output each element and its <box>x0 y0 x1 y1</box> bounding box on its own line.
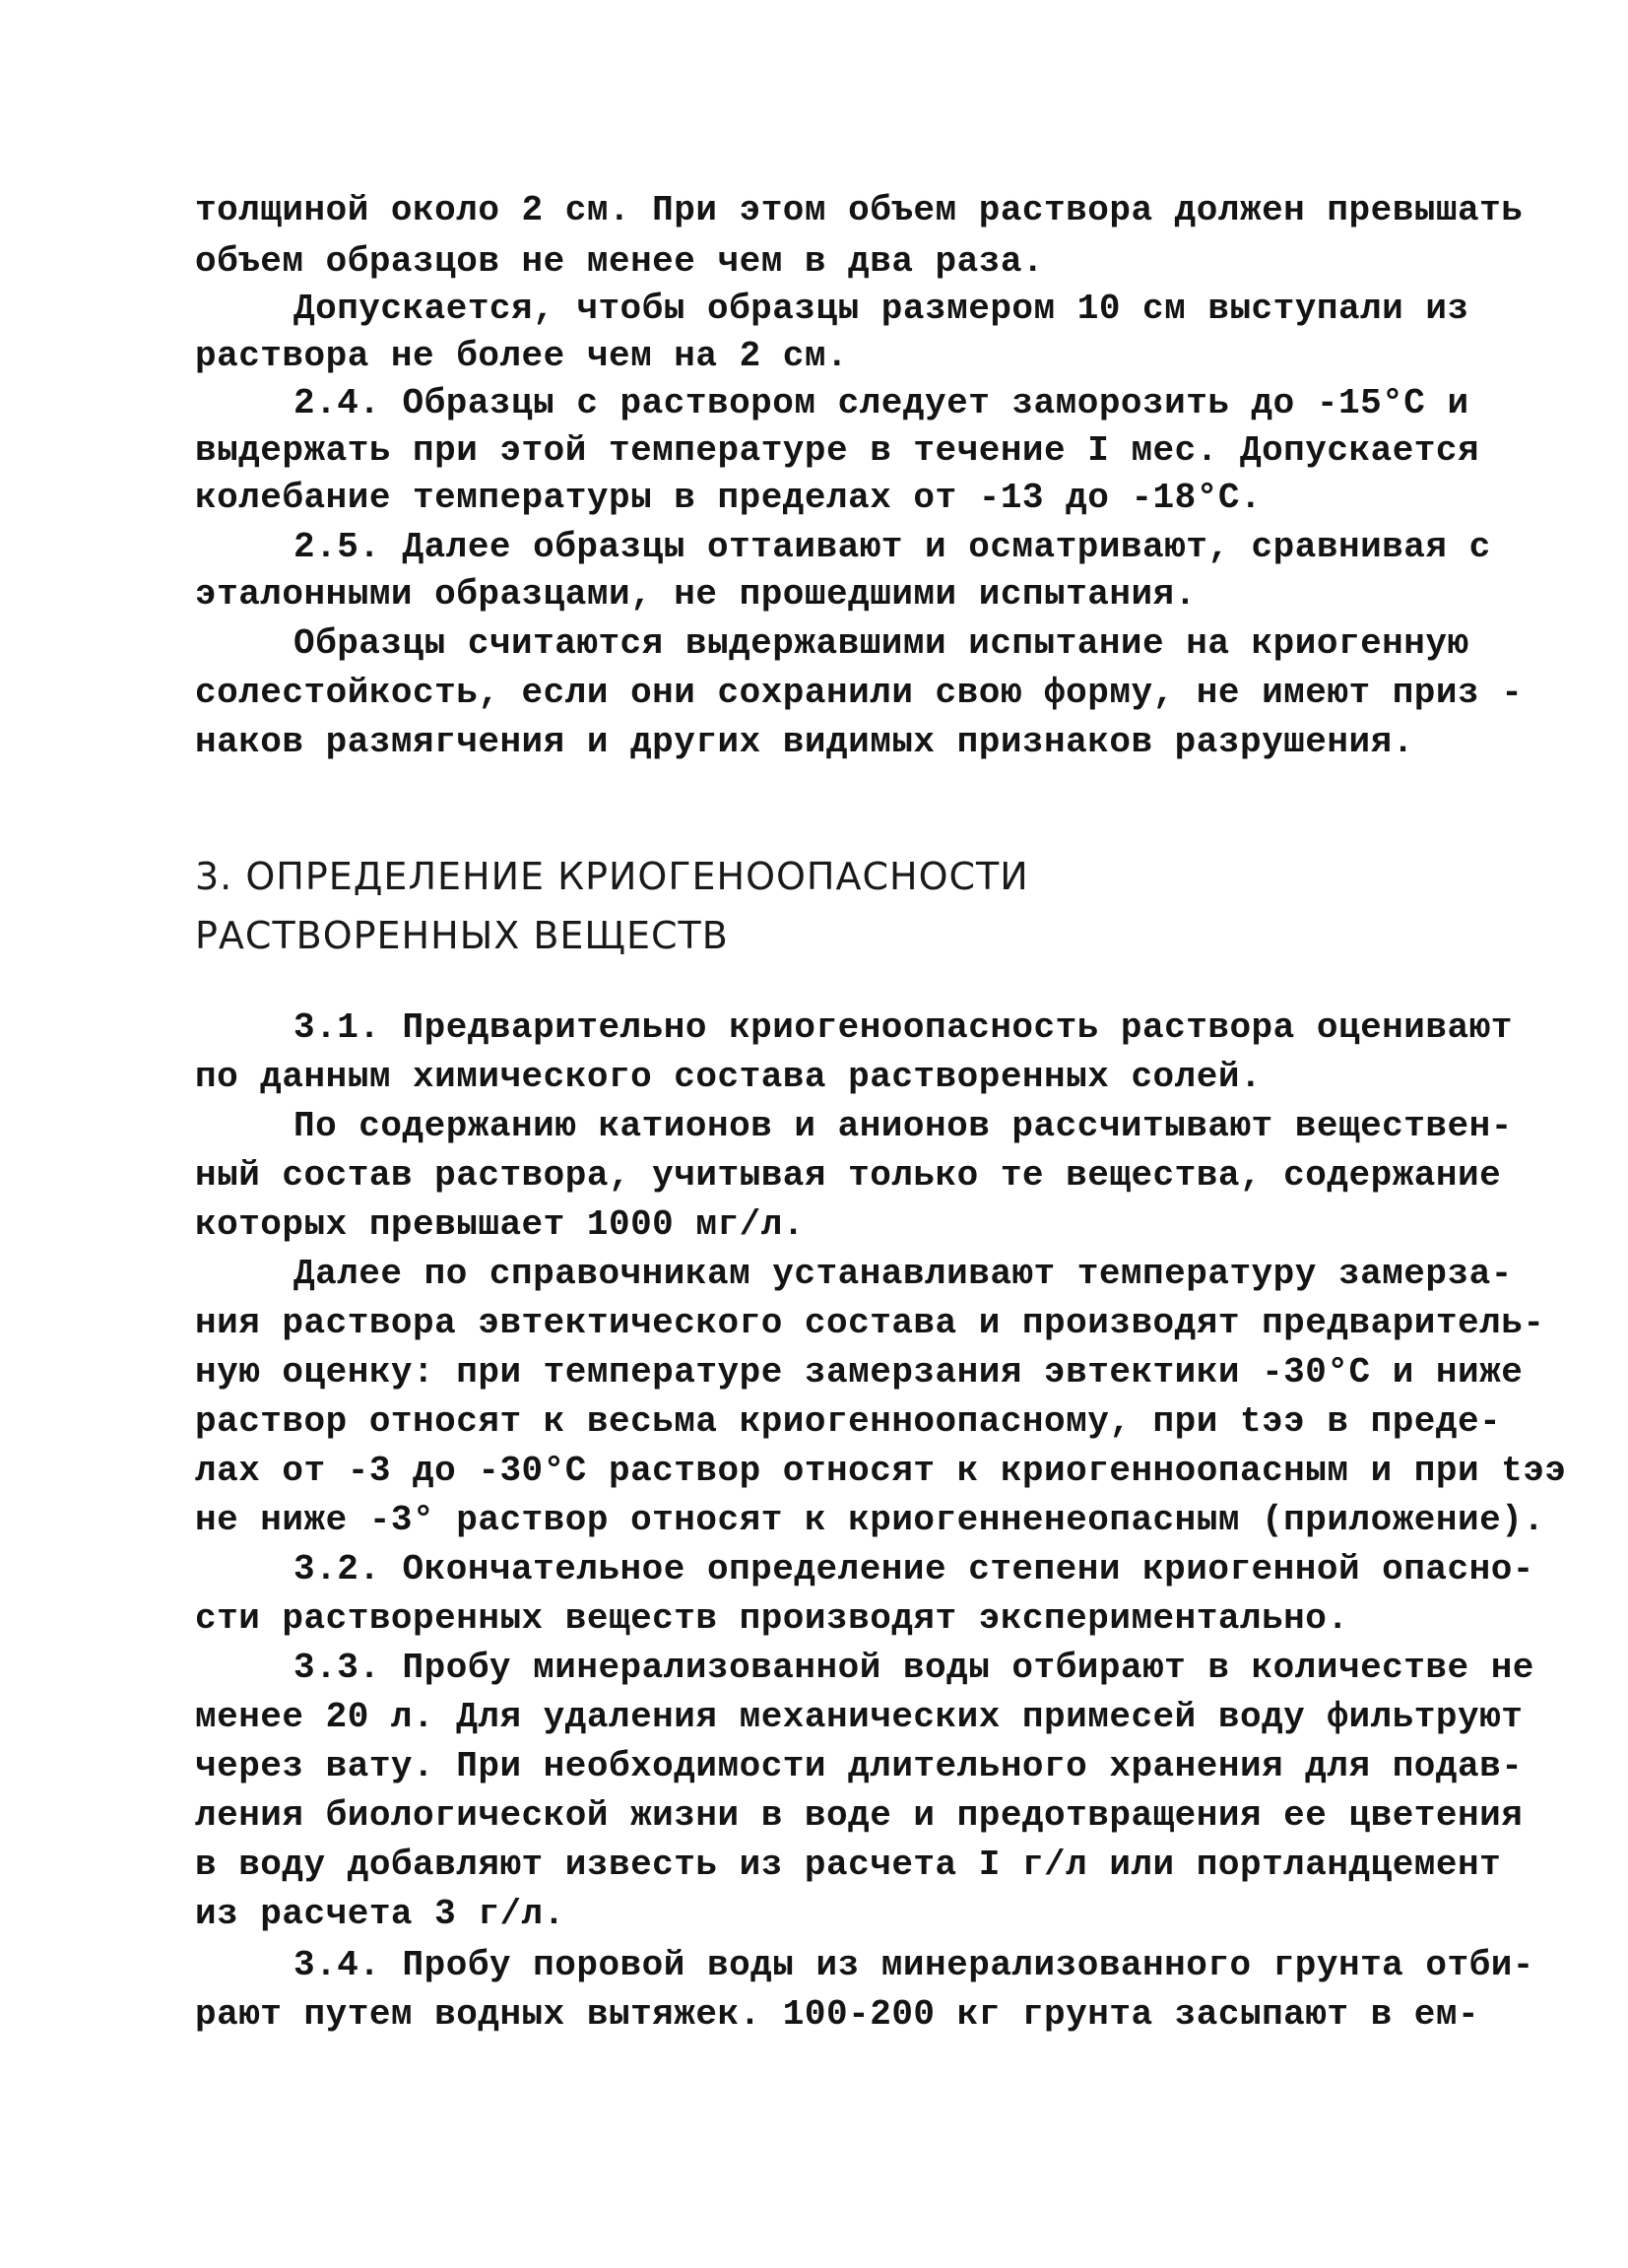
text-line: через вату. При необходимости длительного хранения для подав- <box>195 1746 1524 1786</box>
text-line: 2.4. Образцы с раствором следует заморозить до -15°С и <box>293 383 1469 423</box>
text-line: по данным химического состава растворенных солей. <box>195 1057 1263 1097</box>
text-line: в воду добавляют известь из расчета I г/л или портландцемент <box>195 1845 1502 1885</box>
text-line: толщиной около 2 см. При этом объем раствора должен превышать <box>195 190 1524 230</box>
text-line: раствор относят к весьма криогенноопасному, при tээ в преде- <box>195 1401 1502 1442</box>
text-line: не ниже -3° раствор относят к криогенненеопасным (приложение). <box>195 1500 1545 1540</box>
text-line: которых превышает 1000 мг/л. <box>195 1204 805 1245</box>
text-line: из расчета 3 г/л. <box>195 1894 565 1934</box>
text-line: колебание температуры в пределах от -13 до -18°С. <box>195 478 1263 518</box>
text-line: По содержанию катионов и анионов рассчитывают веществен- <box>293 1106 1513 1146</box>
text-line: Далее по справочникам устанавливают температуру замерза- <box>293 1254 1513 1294</box>
text-line: 3.2. Окончательное определение степени криогенной опасно- <box>293 1549 1534 1589</box>
text-line: менее 20 л. Для удаления механических примесей воду фильтруют <box>195 1697 1524 1737</box>
text-line: Допускается, чтобы образцы размером 10 см выступали из <box>293 289 1469 329</box>
text-line: ния раствора эвтектического состава и производят предваритель- <box>195 1303 1545 1343</box>
text-line: 3.3. Пробу минерализованной воды отбирают в количестве не <box>293 1648 1534 1688</box>
text-line: солестойкость, если они сохранили свою форму, не имеют приз - <box>195 673 1524 713</box>
text-line: рают путем водных вытяжек. 100-200 кг грунта засыпают в ем- <box>195 1994 1480 2035</box>
text-line: выдержать при этой температуре в течение I мес. Допускается <box>195 430 1480 471</box>
text-line: раствора не более чем на 2 см. <box>195 336 849 376</box>
section-heading-line-2: РАСТВОРЕННЫХ ВЕЩЕСТВ <box>195 914 729 957</box>
text-line: 3.1. Предварительно криогеноопасность раствора оценивают <box>293 1007 1513 1048</box>
text-line: ный состав раствора, учитывая только те вещества, содержание <box>195 1155 1502 1196</box>
text-line: сти растворенных веществ производят экспериментально. <box>195 1598 1349 1639</box>
text-line: эталонными образцами, не прошедшими испытания. <box>195 574 1197 615</box>
text-line: 3.4. Пробу поровой воды из минерализованного грунта отби- <box>293 1945 1534 1985</box>
section-heading-line-1: 3. ОПРЕДЕЛЕНИЕ КРИОГЕНООПАСНОСТИ <box>195 855 1029 898</box>
text-line: объем образцов не менее чем в два раза. <box>195 241 1045 282</box>
text-line: лах от -3 до -30°С раствор относят к криогенноопасным и при tээ <box>195 1451 1567 1491</box>
text-line: ления биологической жизни в воде и предотвращения ее цветения <box>195 1795 1524 1836</box>
text-line: Образцы считаются выдержавшими испытание на криогенную <box>293 623 1469 664</box>
text-line: ную оценку: при температуре замерзания эвтектики -30°С и ниже <box>195 1352 1524 1393</box>
text-line: 2.5. Далее образцы оттаивают и осматривают, сравнивая с <box>293 527 1491 567</box>
text-line: наков размягчения и других видимых признаков разрушения. <box>195 722 1414 762</box>
